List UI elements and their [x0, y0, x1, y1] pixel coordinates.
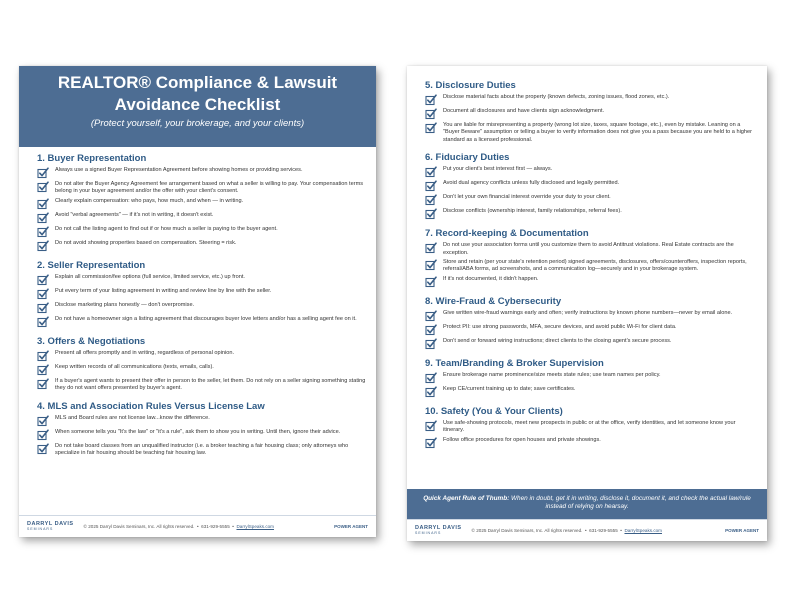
- section-title: 8. Wire-Fraud & Cybersecurity: [425, 295, 562, 307]
- checklist-page-2: [407, 66, 767, 541]
- checkbox-check-icon[interactable]: [425, 310, 437, 322]
- section-title: 6. Fiduciary Duties: [425, 152, 510, 164]
- checklist-item-text: Do not use your association forms until you customize them to avoid Antitrust violations. Real Estate contracts are the exception.: [443, 242, 734, 256]
- checklist-section: [425, 80, 757, 144]
- checkbox-check-icon[interactable]: [425, 324, 437, 336]
- checkbox-check-icon[interactable]: [37, 302, 49, 314]
- checkbox-check-icon[interactable]: [425, 166, 437, 178]
- checkbox-check-icon[interactable]: [425, 108, 437, 120]
- checklist-item-text: Don't send or forward wiring instructions; direct clients to the closing agent's secure process.: [443, 337, 672, 344]
- checklist-item: [425, 324, 757, 336]
- checklist-item: [37, 378, 366, 393]
- checklist-item-text: If a buyer's agent wants to present their offer in person to the seller, let them. Do not rely on a seller signing something stating they do not want offers presented by buyer's agent.: [55, 377, 366, 392]
- checklist-item: [37, 443, 366, 458]
- checklist-item-text: MLS and Board rules are not license law...know the difference.: [55, 414, 210, 421]
- section-title: 2. Seller Representation: [37, 259, 146, 271]
- checklist-item: [425, 94, 757, 106]
- checklist-item: [425, 310, 757, 322]
- checkbox-check-icon[interactable]: [37, 350, 49, 362]
- checklist-item: [425, 386, 757, 398]
- footer-phone: 631-929-5555: [201, 524, 230, 529]
- footer-phone: 631-929-5555: [589, 528, 618, 533]
- title-line-2: Avoidance Checklist: [114, 95, 281, 114]
- title-line-1: REALTOR® Compliance & Lawsuit: [57, 73, 338, 92]
- checklist-item: [425, 420, 757, 435]
- checklist-item: [425, 242, 757, 257]
- checklist-item-text: Explain all commission/fee options (full service, limited service, etc.) up front.: [55, 273, 245, 280]
- checkbox-check-icon[interactable]: [37, 429, 49, 441]
- power-agent-logo: POWER AGENT: [334, 524, 368, 529]
- footer-text: © 2025 Darryl Davis Seminars, Inc. All rights reserved. • 631-929-5555 • DarrylSpeaks.com: [83, 524, 274, 529]
- checkbox-check-icon[interactable]: [37, 378, 49, 390]
- checklist-item-text: Present all offers promptly and in writing, regardless of personal opinion.: [55, 349, 234, 356]
- checklist-section: [425, 152, 757, 220]
- checklist-item-text: Keep CE/current training up to date; save certificates.: [443, 385, 576, 392]
- checkbox-check-icon[interactable]: [425, 420, 437, 432]
- checkbox-check-icon[interactable]: [425, 180, 437, 192]
- checklist-item: [37, 364, 366, 376]
- checkbox-check-icon[interactable]: [37, 181, 49, 193]
- checklist-page-1: [19, 66, 376, 537]
- section-title: 5. Disclosure Duties: [425, 80, 516, 91]
- checklist-item-text: Clearly explain compensation: who pays, how much, and when — in writing.: [55, 197, 244, 204]
- checkbox-check-icon[interactable]: [425, 386, 437, 398]
- checklist-section: [37, 336, 366, 393]
- checklist-item: [425, 276, 757, 288]
- checklist-item: [37, 429, 366, 441]
- darryl-davis-logo: DARRYL DAVIS SEMINARS: [415, 524, 462, 535]
- checklist-item-text: Do not have a homeowner sign a listing agreement that discourages buyer love letters and/or has a selling agent fee on it.: [55, 315, 357, 322]
- checklist-item: [37, 288, 366, 300]
- checkbox-check-icon[interactable]: [37, 240, 49, 252]
- darryl-davis-logo: DARRYL DAVIS SEMINARS: [27, 520, 74, 531]
- footer-copyright: © 2025 Darryl Davis Seminars, Inc. All rights reserved.: [471, 528, 583, 533]
- checklist-item-text: Put every term of your listing agreement in writing and review line by line with the seller.: [55, 287, 272, 294]
- checklist-item: [425, 208, 757, 220]
- checklist-section: [37, 153, 366, 252]
- checkbox-check-icon[interactable]: [37, 443, 49, 455]
- checklist-item-text: Do not call the listing agent to find out if or how much a seller is paying to the buyer agent.: [55, 225, 278, 232]
- checklist-section: [425, 406, 757, 449]
- checklist-item: [425, 108, 757, 120]
- checkbox-check-icon[interactable]: [425, 276, 437, 288]
- checkbox-check-icon[interactable]: [37, 198, 49, 210]
- left-sections: [19, 153, 376, 457]
- checklist-item: [37, 240, 366, 252]
- checklist-item-text: Always use a signed Buyer Representation Agreement before showing homes or providing services.: [55, 167, 303, 173]
- checkbox-check-icon[interactable]: [37, 288, 49, 300]
- checklist-item-text: Avoid "verbal agreements" — if it's not in writing, it doesn't exist.: [55, 211, 214, 218]
- checklist-item-text: Ensure brokerage name prominence/size meets state rules; use team names per policy.: [443, 371, 661, 378]
- checklist-item-text: Store and retain (per your state's retention period) signed agreements, disclosures, offers/counteroffers, inspection reports, referral/ABA forms, ad screenshots, and a communication log—securely and in your brokerage system.: [443, 259, 747, 273]
- checklist-item: [425, 259, 757, 274]
- checklist-item: [37, 350, 366, 362]
- checklist-item-text: Disclose conflicts (ownership interest, family relationships, referral fees).: [443, 208, 622, 215]
- checkbox-check-icon[interactable]: [37, 167, 49, 179]
- checklist-item: [37, 212, 366, 224]
- checklist-item: [37, 198, 366, 210]
- checklist-item-text: Keep written records of all communications (texts, emails, calls).: [55, 363, 214, 370]
- footer-link[interactable]: DarrylSpeaks.com: [236, 524, 274, 529]
- checklist-item-text: Follow office procedures for open houses and private showings.: [443, 436, 601, 443]
- checkbox-check-icon[interactable]: [37, 226, 49, 238]
- checkbox-check-icon[interactable]: [37, 212, 49, 224]
- page-footer: [407, 519, 767, 541]
- checklist-section: [425, 296, 757, 350]
- checklist-item: [425, 437, 757, 449]
- checklist-item-text: Protect PII: use strong passwords, MFA, secure devices, and avoid public Wi-Fi for client data.: [443, 323, 677, 330]
- checklist-section: [425, 358, 757, 398]
- checklist-item-text: Document all disclosures and have clients sign acknowledgment.: [443, 108, 605, 114]
- rule-of-thumb-banner: [407, 489, 767, 519]
- checkbox-check-icon[interactable]: [425, 437, 437, 449]
- checkbox-check-icon[interactable]: [425, 242, 437, 254]
- checkbox-check-icon[interactable]: [425, 338, 437, 350]
- checklist-item: [37, 415, 366, 427]
- checkbox-check-icon[interactable]: [37, 364, 49, 376]
- right-sections: [407, 66, 767, 449]
- checkbox-check-icon[interactable]: [425, 194, 437, 206]
- page-title: [19, 72, 376, 116]
- checklist-item-text: Give written wire-fraud warnings early and often; verify instructions by known phone numbers—never by email alone.: [443, 309, 733, 316]
- checklist-item-text: Disclose material facts about the property (known defects, zoning issues, flood zones, etc.).: [443, 94, 670, 100]
- checklist-item: [37, 316, 366, 328]
- checklist-item-text: You are liable for misrepresenting a property (wrong lot size, taxes, square footage, etc.), even by mistake. Leaning on a "Buyer Beware" assumption or telling a buyer to verify information does not give you a pass because you are held to a higher standard as a licensed professional.: [443, 122, 753, 143]
- footer-text: © 2025 Darryl Davis Seminars, Inc. All rights reserved. • 631-929-5555 • DarrylSpeaks.com: [471, 528, 662, 533]
- checklist-item-text: Use safe-showing protocols, meet new prospects in public or at the office, verify identities, and let someone know your itinerary.: [443, 419, 736, 434]
- checklist-item: [37, 226, 366, 238]
- checklist-item: [37, 274, 366, 286]
- checklist-section: [37, 260, 366, 328]
- checkbox-check-icon[interactable]: [425, 208, 437, 220]
- checkbox-check-icon[interactable]: [37, 316, 49, 328]
- title-banner: [19, 66, 376, 147]
- checklist-item: [425, 166, 757, 178]
- section-title: 3. Offers & Negotiations: [37, 335, 146, 347]
- checklist-item-text: Do not avoid showing properties based on compensation. Steering = risk.: [55, 239, 237, 246]
- checklist-item: [425, 180, 757, 192]
- checklist-item: [37, 302, 366, 314]
- section-title: 4. MLS and Association Rules Versus License Law: [37, 400, 265, 412]
- section-title: 9. Team/Branding & Broker Supervision: [425, 357, 604, 369]
- checklist-item-text: If it's not documented, it didn't happen.: [443, 275, 539, 282]
- power-agent-logo: POWER AGENT: [725, 528, 759, 533]
- section-title: 10. Safety (You & Your Clients): [425, 405, 563, 417]
- checkbox-check-icon[interactable]: [37, 274, 49, 286]
- checklist-section: [37, 401, 366, 458]
- checklist-item: [425, 338, 757, 350]
- footer-copyright: © 2025 Darryl Davis Seminars, Inc. All rights reserved.: [83, 524, 195, 529]
- checkbox-check-icon[interactable]: [425, 259, 437, 271]
- checklist-item: [425, 194, 757, 206]
- checklist-item-text: Do not take board classes from an unqualified instructor (i.e. a broker teaching a fair housing class; only attorneys who specialize in fair housing should be teaching fair housing law.: [55, 442, 349, 457]
- rule-of-thumb-text: When in doubt, get it in writing, disclose it, document it, and check the actual law/rule instead of relying on hearsay.: [511, 495, 751, 510]
- rule-of-thumb-label: Quick Agent Rule of Thumb:: [423, 495, 510, 502]
- checklist-item-text: Do not alter the Buyer Agency Agreement fee arrangement based on what a seller is willing to pay. Your compensation terms belong in your buyer agreement and/or the offer with your client's consent.: [55, 181, 364, 195]
- checklist-item: [425, 372, 757, 384]
- checkbox-check-icon[interactable]: [37, 415, 49, 427]
- checklist-section: [425, 228, 757, 288]
- checklist-item: [37, 167, 366, 179]
- section-title: 1. Buyer Representation: [37, 153, 147, 164]
- footer-link[interactable]: DarrylSpeaks.com: [624, 528, 662, 533]
- checklist-item-text: Don't let your own financial interest override your duty to your client.: [443, 194, 611, 201]
- checkbox-check-icon[interactable]: [425, 94, 437, 106]
- checklist-item-text: Avoid dual agency conflicts unless fully disclosed and legally permitted.: [443, 180, 620, 187]
- checklist-item-text: Put your client's best interest first — always.: [443, 166, 553, 173]
- page-subtitle: (Protect yourself, your brokerage, and your clients): [90, 118, 305, 129]
- checklist-item-text: Disclose marketing plans honestly — don't overpromise.: [55, 301, 195, 308]
- checklist-item-text: When someone tells you "It's the law" or "it's a rule", ask them to show you in writing. Until then, ignore their advice.: [55, 428, 341, 435]
- checklist-item: [37, 181, 366, 196]
- checkbox-check-icon[interactable]: [425, 122, 437, 134]
- checkbox-check-icon[interactable]: [425, 372, 437, 384]
- section-title: 7. Record-keeping & Documentation: [425, 228, 589, 240]
- checklist-item: [425, 122, 757, 144]
- page-footer: [19, 515, 376, 537]
